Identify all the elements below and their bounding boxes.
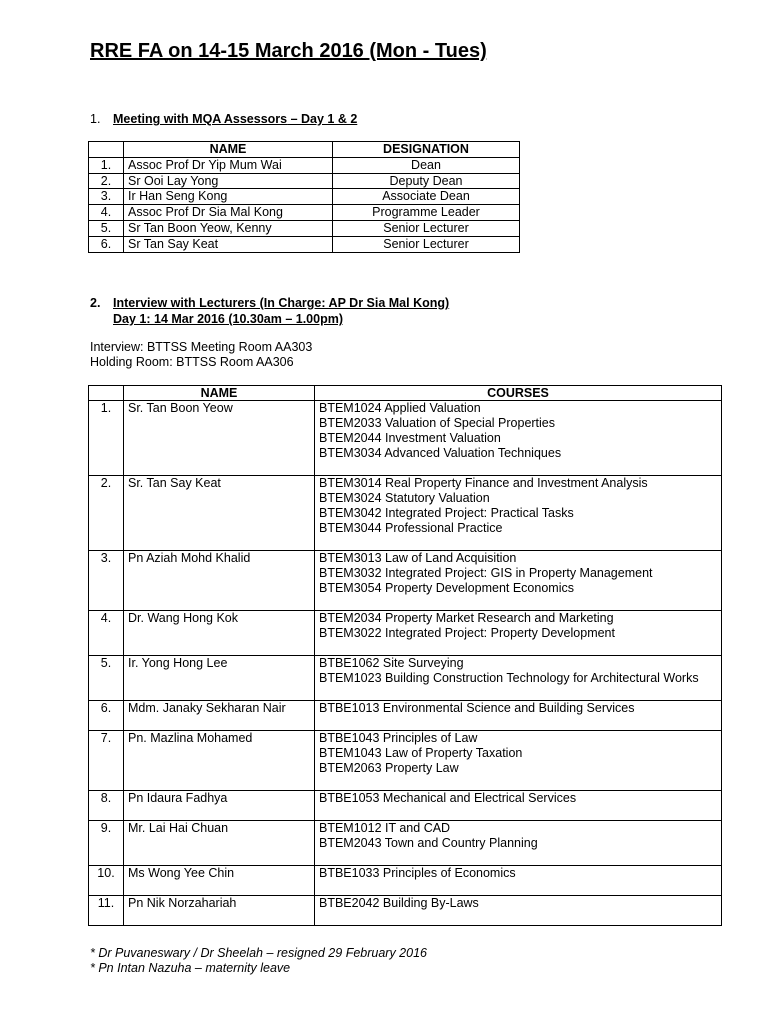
course-item: BTEM3013 Law of Land Acquisition [319,551,517,565]
course-list [315,401,722,476]
lecturer-name: Sr. Tan Boon Yeow [124,401,315,476]
table-row [89,551,722,611]
course-item: BTBE1043 Principles of Law [319,731,478,745]
row-number: 6. [89,236,124,252]
designation: Associate Dean [333,189,520,205]
holding-room: Holding Room: BTTSS Room AA306 [90,355,294,369]
course-item: BTEM1024 Applied Valuation [319,401,481,415]
lecturer-name: Pn Idaura Fadhya [124,791,315,821]
person-name: Ir Han Seng Kong [124,189,333,205]
course-list [315,731,722,791]
course-list [315,611,722,656]
person-name: Sr Ooi Lay Yong [124,173,333,189]
table-row [89,236,520,252]
assessor-meeting-table [88,141,520,253]
designation: Senior Lecturer [333,236,520,252]
course-item: BTEM2043 Town and Country Planning [319,836,538,850]
footnotes [90,946,427,976]
header-courses: COURSES [315,386,722,401]
row-number: 4. [89,611,124,656]
lecturer-name: Ir. Yong Hong Lee [124,656,315,701]
section-1-number: 1. [90,112,101,126]
section-1-title-suffix: – Day 1 & 2 [287,112,358,126]
lecturer-name: Mdm. Janaky Sekharan Nair [124,701,315,731]
course-list [315,656,722,701]
course-list [315,896,722,926]
course-item: BTEM1012 IT and CAD [319,821,451,835]
course-item: BTEM2034 Property Market Research and Marketing [319,611,614,625]
course-item: BTBE1033 Principles of Economics [319,866,516,880]
course-item: BTEM3034 Advanced Valuation Techniques [319,446,562,460]
section-1-title: Meeting with MQA Assessors [113,112,288,126]
row-number: 2. [89,173,124,189]
table-row [89,791,722,821]
header-name: NAME [124,142,333,158]
section-1-heading [90,111,357,127]
header-designation: DESIGNATION [333,142,520,158]
row-number: 6. [89,701,124,731]
course-list [315,701,722,731]
table-header-row [89,386,722,401]
course-item: BTEM3022 Integrated Project: Property Development [319,626,615,640]
lecturer-interview-table [88,385,722,926]
person-name: Assoc Prof Dr Sia Mal Kong [124,205,333,221]
person-name: Assoc Prof Dr Yip Mum Wai [124,157,333,173]
section-2-number: 2. [90,296,101,310]
header-blank [89,142,124,158]
interview-room: Interview: BTTSS Meeting Room AA303 [90,340,313,354]
person-name: Sr Tan Boon Yeow, Kenny [124,220,333,236]
lecturer-interview-rows [89,401,722,926]
table-row [89,656,722,701]
course-item: BTEM1043 Law of Property Taxation [319,746,523,760]
course-item: BTEM3032 Integrated Project: GIS in Property Management [319,566,653,580]
course-item: BTEM3054 Property Development Economics [319,581,574,595]
course-item: BTBE1013 Environmental Science and Building Services [319,701,635,715]
course-item: BTEM1023 Building Construction Technology for Architectural Works [319,671,699,685]
course-list [315,791,722,821]
assessor-meeting-rows [89,157,520,252]
course-item: BTEM3014 Real Property Finance and Investment Analysis [319,476,648,490]
table-row [89,731,722,791]
lecturer-name: Dr. Wang Hong Kok [124,611,315,656]
designation: Dean [333,157,520,173]
row-number: 9. [89,821,124,866]
course-item: BTEM2033 Valuation of Special Properties [319,416,556,430]
row-number: 1. [89,157,124,173]
table-row [89,220,520,236]
course-item: BTEM3024 Statutory Valuation [319,491,490,505]
row-number: 10. [89,866,124,896]
row-number: 8. [89,791,124,821]
table-row [89,189,520,205]
header-name: NAME [124,386,315,401]
table-row [89,476,722,551]
table-row [89,866,722,896]
designation: Programme Leader [333,205,520,221]
course-item: BTEM2044 Investment Valuation [319,431,501,445]
table-header-row [89,142,520,158]
table-row [89,611,722,656]
row-number: 1. [89,401,124,476]
table-row [89,157,520,173]
table-row [89,205,520,221]
row-number: 3. [89,189,124,205]
course-item: BTEM3042 Integrated Project: Practical Tasks [319,506,574,520]
course-item: BTBE1053 Mechanical and Electrical Services [319,791,577,805]
room-info [90,340,312,370]
table-row [89,821,722,866]
header-blank [89,386,124,401]
course-item: BTBE1062 Site Surveying [319,656,464,670]
lecturer-name: Pn Nik Norzahariah [124,896,315,926]
course-list [315,551,722,611]
course-list [315,821,722,866]
lecturer-name: Sr. Tan Say Keat [124,476,315,551]
section-2-title: Interview with Lecturers (In Charge: AP Dr Sia Mal Kong) [113,296,450,310]
footnote: * Dr Puvaneswary / Dr Sheelah – resigned 29 February 2016 [90,946,427,960]
table-row [89,896,722,926]
footnote: * Pn Intan Nazuha – maternity leave [90,961,291,975]
designation: Senior Lecturer [333,220,520,236]
section-2-subtitle: Day 1: 14 Mar 2016 (10.30am – 1.00pm) [113,312,343,326]
course-item: BTEM2063 Property Law [319,761,459,775]
designation: Deputy Dean [333,173,520,189]
section-2-heading [90,295,449,327]
row-number: 4. [89,205,124,221]
course-item: BTEM3044 Professional Practice [319,521,503,535]
row-number: 7. [89,731,124,791]
row-number: 5. [89,220,124,236]
lecturer-name: Ms Wong Yee Chin [124,866,315,896]
row-number: 3. [89,551,124,611]
page-title: RRE FA on 14-15 March 2016 (Mon - Tues) [90,40,487,62]
table-row [89,173,520,189]
course-list [315,866,722,896]
lecturer-name: Pn. Mazlina Mohamed [124,731,315,791]
row-number: 2. [89,476,124,551]
lecturer-name: Pn Aziah Mohd Khalid [124,551,315,611]
row-number: 11. [89,896,124,926]
course-list [315,476,722,551]
row-number: 5. [89,656,124,701]
table-row [89,401,722,476]
person-name: Sr Tan Say Keat [124,236,333,252]
table-row [89,701,722,731]
lecturer-name: Mr. Lai Hai Chuan [124,821,315,866]
course-item: BTBE2042 Building By-Laws [319,896,479,910]
